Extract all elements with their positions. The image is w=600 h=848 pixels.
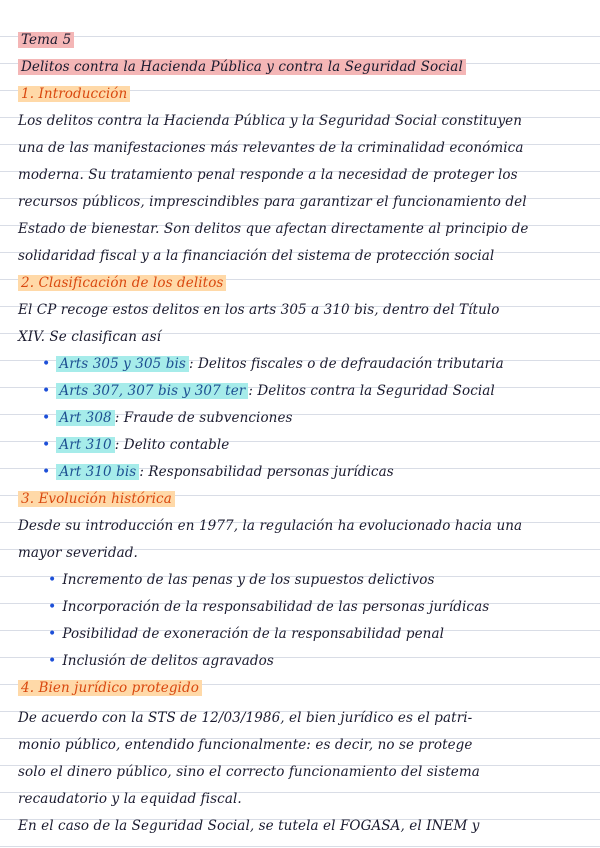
section-2-line: XIV. Se clasifican así <box>18 329 162 345</box>
section-3-line: Desde su introducción en 1977, la regulación ha evolucionado hacia una <box>18 518 523 534</box>
section-4-line: De acuerdo con la STS de 12/03/1986, el bien jurídico es el patri- <box>18 710 473 726</box>
section-1-line: moderna. Su tratamiento penal responde a la necesidad de proteger los <box>18 167 518 183</box>
document-title: Delitos contra la Hacienda Pública y contra la Seguridad Social <box>18 57 466 77</box>
section-1-line: Los delitos contra la Hacienda Pública y la Seguridad Social constituyen <box>18 113 523 129</box>
list-item: • Inclusión de delitos agravados <box>48 653 274 669</box>
bullet-dot-icon: • <box>48 572 57 588</box>
section-4-heading: 4. Bien jurídico protegido <box>18 678 202 698</box>
article-bullet: • Art 310 : Delito contable <box>42 437 230 453</box>
section-1-line: una de las manifestaciones más relevantes de la criminalidad económica <box>18 140 524 156</box>
bullet-dot-icon: • <box>42 464 51 480</box>
section-2-line: El CP recoge estos delitos en los arts 305 a 310 bis, dentro del Título <box>18 302 500 318</box>
section-1-line: solidaridad fiscal y a la financiación del sistema de protección social <box>18 248 495 264</box>
article-bullet: • Art 308 : Fraude de subvenciones <box>42 410 293 426</box>
list-item: • Posibilidad de exoneración de la responsabilidad penal <box>48 626 445 642</box>
section-1-line: recursos públicos, imprescindibles para garantizar el funcionamiento del <box>18 194 527 210</box>
article-bullet: • Arts 307, 307 bis y 307 ter : Delitos contra la Seguridad Social <box>42 383 495 399</box>
section-4-line: solo el dinero público, sino el correcto funcionamiento del sistema <box>18 764 480 780</box>
section-2-heading: 2. Clasificación de los delitos <box>18 273 226 293</box>
section-3-line: mayor severidad. <box>18 545 138 561</box>
bullet-dot-icon: • <box>42 410 51 426</box>
list-item: • Incremento de las penas y de los supuestos delictivos <box>48 572 435 588</box>
bullet-dot-icon: • <box>42 383 51 399</box>
bullet-dot-icon: • <box>48 653 57 669</box>
bullet-dot-icon: • <box>48 626 57 642</box>
section-4-line: monio público, entendido funcionalmente: es decir, no se protege <box>18 737 473 753</box>
section-1-line: Estado de bienestar. Son delitos que afectan directamente al principio de <box>18 221 529 237</box>
section-4-line: recaudatorio y la equidad fiscal. <box>18 791 242 807</box>
tema-label: Tema 5 <box>18 30 74 50</box>
article-bullet: • Art 310 bis : Responsabilidad personas jurídicas <box>42 464 394 480</box>
section-4-line: En el caso de la Seguridad Social, se tutela el FOGASA, el INEM y <box>18 818 480 834</box>
section-1-heading: 1. Introducción <box>18 84 130 104</box>
article-bullet: • Arts 305 y 305 bis : Delitos fiscales o de defraudación tributaria <box>42 356 504 372</box>
section-3-heading: 3. Evolución histórica <box>18 489 175 509</box>
bullet-dot-icon: • <box>42 356 51 372</box>
bullet-dot-icon: • <box>42 437 51 453</box>
list-item: • Incorporación de la responsabilidad de las personas jurídicas <box>48 599 490 615</box>
bullet-dot-icon: • <box>48 599 57 615</box>
